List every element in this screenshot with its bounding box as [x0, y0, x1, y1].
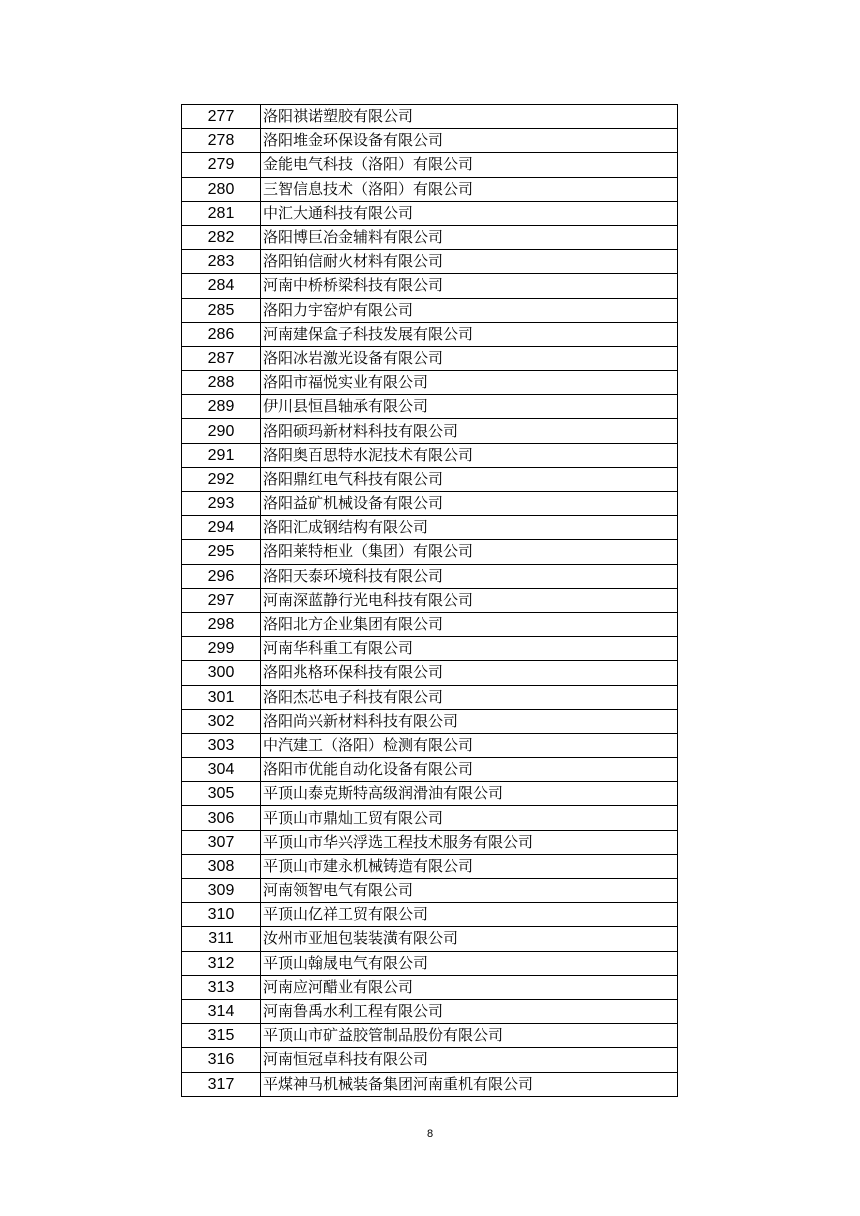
table-row — [182, 612, 678, 636]
table-row — [182, 951, 678, 975]
row-number: 310 — [182, 903, 261, 927]
table-row — [182, 371, 678, 395]
company-name: 河南华科重工有限公司 — [261, 637, 678, 661]
company-name: 平煤神马机械装备集团河南重机有限公司 — [261, 1072, 678, 1096]
table-row — [182, 782, 678, 806]
table-row — [182, 201, 678, 225]
company-name: 汝州市亚旭包装装潢有限公司 — [261, 927, 678, 951]
table-row — [182, 927, 678, 951]
row-number: 285 — [182, 298, 261, 322]
table-row — [182, 1048, 678, 1072]
row-number: 295 — [182, 540, 261, 564]
row-number: 307 — [182, 830, 261, 854]
row-number: 311 — [182, 927, 261, 951]
row-number: 304 — [182, 758, 261, 782]
table-row — [182, 467, 678, 491]
company-name: 中汇大通科技有限公司 — [261, 201, 678, 225]
row-number: 306 — [182, 806, 261, 830]
row-number: 298 — [182, 612, 261, 636]
row-number: 294 — [182, 516, 261, 540]
company-name: 洛阳杰芯电子科技有限公司 — [261, 685, 678, 709]
company-name: 洛阳益矿机械设备有限公司 — [261, 492, 678, 516]
table-row — [182, 830, 678, 854]
table-row — [182, 225, 678, 249]
row-number: 283 — [182, 250, 261, 274]
table-row — [182, 298, 678, 322]
row-number: 286 — [182, 322, 261, 346]
company-name: 洛阳莱特柜业（集团）有限公司 — [261, 540, 678, 564]
company-name: 洛阳市优能自动化设备有限公司 — [261, 758, 678, 782]
row-number: 312 — [182, 951, 261, 975]
company-name: 平顶山翰晟电气有限公司 — [261, 951, 678, 975]
company-name: 平顶山市鼎灿工贸有限公司 — [261, 806, 678, 830]
row-number: 301 — [182, 685, 261, 709]
company-name: 洛阳鼎红电气科技有限公司 — [261, 467, 678, 491]
table-row — [182, 419, 678, 443]
company-name: 洛阳博巨冶金辅料有限公司 — [261, 225, 678, 249]
row-number: 278 — [182, 129, 261, 153]
table-row — [182, 443, 678, 467]
row-number: 317 — [182, 1072, 261, 1096]
table-row — [182, 709, 678, 733]
table-row — [182, 516, 678, 540]
company-name: 洛阳汇成钢结构有限公司 — [261, 516, 678, 540]
company-name: 平顶山市建永机械铸造有限公司 — [261, 854, 678, 878]
table-row — [182, 540, 678, 564]
row-number: 292 — [182, 467, 261, 491]
company-name: 河南建保盒子科技发展有限公司 — [261, 322, 678, 346]
company-name: 河南领智电气有限公司 — [261, 879, 678, 903]
row-number: 291 — [182, 443, 261, 467]
row-number: 308 — [182, 854, 261, 878]
row-number: 280 — [182, 177, 261, 201]
row-number: 289 — [182, 395, 261, 419]
table-row — [182, 346, 678, 370]
company-name: 洛阳堆金环保设备有限公司 — [261, 129, 678, 153]
table-row — [182, 177, 678, 201]
company-name: 洛阳冰岩激光设备有限公司 — [261, 346, 678, 370]
row-number: 296 — [182, 564, 261, 588]
company-name: 河南深蓝静行光电科技有限公司 — [261, 588, 678, 612]
company-name: 金能电气科技（洛阳）有限公司 — [261, 153, 678, 177]
company-list-table — [181, 104, 678, 1097]
table-row — [182, 999, 678, 1023]
row-number: 305 — [182, 782, 261, 806]
table-row — [182, 733, 678, 757]
company-name: 平顶山市矿益胶管制品股份有限公司 — [261, 1024, 678, 1048]
company-name: 洛阳硕玛新材料科技有限公司 — [261, 419, 678, 443]
company-name: 河南恒冠卓科技有限公司 — [261, 1048, 678, 1072]
company-name: 伊川县恒昌轴承有限公司 — [261, 395, 678, 419]
row-number: 316 — [182, 1048, 261, 1072]
table-row — [182, 395, 678, 419]
company-name: 洛阳铂信耐火材料有限公司 — [261, 250, 678, 274]
row-number: 287 — [182, 346, 261, 370]
table-row — [182, 588, 678, 612]
row-number: 303 — [182, 733, 261, 757]
row-number: 284 — [182, 274, 261, 298]
table-row — [182, 564, 678, 588]
table-row — [182, 854, 678, 878]
table-body — [182, 105, 678, 1097]
row-number: 279 — [182, 153, 261, 177]
table-row — [182, 685, 678, 709]
row-number: 297 — [182, 588, 261, 612]
row-number: 299 — [182, 637, 261, 661]
table-row — [182, 806, 678, 830]
table-row — [182, 758, 678, 782]
table-row — [182, 879, 678, 903]
table-row — [182, 153, 678, 177]
row-number: 314 — [182, 999, 261, 1023]
company-name: 洛阳祺诺塑胶有限公司 — [261, 105, 678, 129]
company-name: 洛阳奥百思特水泥技术有限公司 — [261, 443, 678, 467]
company-name: 洛阳兆格环保科技有限公司 — [261, 661, 678, 685]
row-number: 300 — [182, 661, 261, 685]
table-row — [182, 1024, 678, 1048]
company-name: 河南应河醋业有限公司 — [261, 975, 678, 999]
company-name: 洛阳力宇窑炉有限公司 — [261, 298, 678, 322]
table-row — [182, 105, 678, 129]
page-number: 8 — [426, 1128, 434, 1140]
table-row — [182, 661, 678, 685]
company-name: 三智信息技术（洛阳）有限公司 — [261, 177, 678, 201]
row-number: 288 — [182, 371, 261, 395]
company-name: 平顶山泰克斯特高级润滑油有限公司 — [261, 782, 678, 806]
company-name: 平顶山亿祥工贸有限公司 — [261, 903, 678, 927]
table-row — [182, 274, 678, 298]
company-name: 洛阳北方企业集团有限公司 — [261, 612, 678, 636]
table-row — [182, 637, 678, 661]
row-number: 282 — [182, 225, 261, 249]
row-number: 281 — [182, 201, 261, 225]
row-number: 313 — [182, 975, 261, 999]
row-number: 302 — [182, 709, 261, 733]
row-number: 277 — [182, 105, 261, 129]
row-number: 290 — [182, 419, 261, 443]
company-name: 平顶山市华兴浮选工程技术服务有限公司 — [261, 830, 678, 854]
table-row — [182, 975, 678, 999]
row-number: 315 — [182, 1024, 261, 1048]
table-row — [182, 903, 678, 927]
company-name: 洛阳天泰环境科技有限公司 — [261, 564, 678, 588]
row-number: 309 — [182, 879, 261, 903]
company-name: 洛阳尚兴新材料科技有限公司 — [261, 709, 678, 733]
company-name: 河南中桥桥梁科技有限公司 — [261, 274, 678, 298]
table-row — [182, 129, 678, 153]
company-name: 中汽建工（洛阳）检测有限公司 — [261, 733, 678, 757]
table-row — [182, 492, 678, 516]
table-row — [182, 322, 678, 346]
company-name: 河南鲁禹水利工程有限公司 — [261, 999, 678, 1023]
row-number: 293 — [182, 492, 261, 516]
table-row — [182, 1072, 678, 1096]
table-row — [182, 250, 678, 274]
company-name: 洛阳市福悦实业有限公司 — [261, 371, 678, 395]
